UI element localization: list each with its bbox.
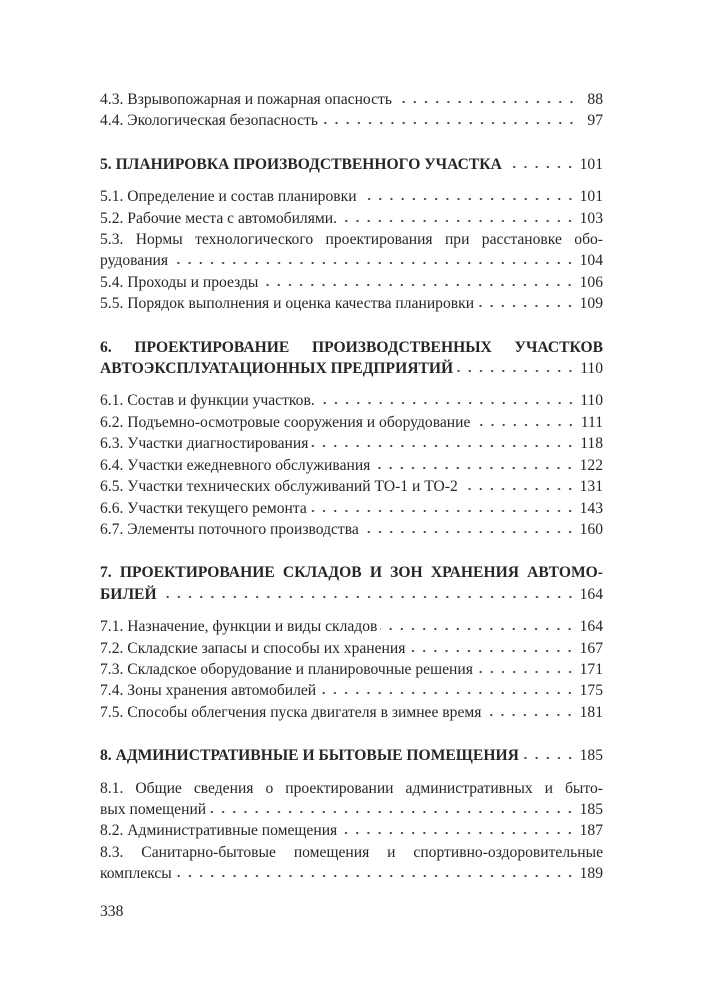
dot-leader	[476, 664, 576, 674]
entry-title-line: 5.1. Определение и состав планировки	[100, 188, 357, 206]
entry-last-line	[100, 799, 603, 820]
entry-page-number: 122	[579, 456, 603, 474]
entry-title-line: 6.1. Состав и функции участков.	[100, 392, 315, 410]
entry-page-number: 164	[579, 585, 603, 603]
entry-page-number: 101	[579, 188, 603, 206]
page-number: 338	[100, 903, 124, 920]
entry-title-line: 7. ПРОЕКТИРОВАНИЕ СКЛАДОВ И ЗОН ХРАНЕНИЯ АВТОМО-	[100, 564, 603, 582]
entry-page-number: 104	[579, 252, 603, 270]
entry-title-line: 6.5. Участки технических обслуживаний ТО-1 и ТО-2	[100, 478, 458, 496]
entry-last-line	[100, 293, 603, 314]
dot-leader	[484, 707, 575, 717]
toc-entry[interactable]	[100, 476, 603, 497]
dot-leader	[360, 191, 576, 201]
entry-title-line: 8.2. Административные помещения	[100, 822, 338, 840]
dot-leader	[319, 685, 575, 695]
entry-page-number: 160	[579, 520, 603, 538]
dot-leader	[408, 643, 575, 653]
entry-title-line: комплексы	[100, 865, 172, 883]
entry-last-line	[100, 702, 603, 723]
entry-title-line: 8.1. Общие сведения о проектировании административных и быто-	[100, 779, 603, 797]
entry-page-number: 109	[579, 295, 603, 313]
entry-last-line	[100, 358, 603, 379]
entry-title-line: 6.7. Элементы поточного производства	[100, 520, 359, 538]
toc-entry[interactable]	[100, 229, 603, 272]
entry-title-line: 7.2. Складские запасы и способы их хранения	[100, 639, 406, 657]
entry-title-line: 4.3. Взрывопожарная и пожарная опасность	[100, 91, 392, 108]
entry-last-line	[100, 638, 603, 659]
toc-entry[interactable]	[100, 778, 603, 821]
chapter-entry[interactable]	[100, 337, 603, 380]
entry-title-line: АВТОЭКСПЛУАТАЦИОННЫХ ПРЕДПРИЯТИЙ	[100, 360, 454, 378]
entry-page-number: 111	[580, 413, 603, 431]
entry-title-line: 5.2. Рабочие места с автомобилями.	[100, 209, 337, 227]
entry-title-line: 6. ПРОЕКТИРОВАНИЕ ПРОИЗВОДСТВЕННЫХ УЧАСТКОВ	[100, 338, 603, 356]
toc-entry[interactable]	[100, 89, 603, 110]
entry-last-line	[100, 412, 603, 433]
entry-title-line: рудования	[100, 252, 169, 270]
entry-title-line: 5. ПЛАНИРОВКА ПРОИЗВОДСТВЕННОГО УЧАСТКА	[100, 155, 502, 173]
dot-leader	[380, 621, 575, 631]
entry-page-number: 185	[579, 800, 603, 818]
entry-page-number: 185	[579, 747, 603, 765]
entry-page-number: 189	[579, 865, 603, 883]
entry-page-number: 187	[579, 822, 603, 840]
toc-entry[interactable]	[100, 208, 603, 229]
dot-leader	[477, 298, 576, 308]
toc-entry[interactable]	[100, 659, 603, 680]
toc-entry[interactable]	[100, 390, 603, 411]
toc-entry[interactable]	[100, 110, 603, 131]
entry-title-line: 4.4. Экологическая безопасность	[100, 112, 318, 130]
entry-title-line: 5.3. Нормы технологического проектирования при расстановке обо-	[100, 231, 603, 249]
entry-last-line	[100, 616, 603, 637]
entry-title-line: 5.4. Проходы и проезды	[100, 273, 259, 291]
toc-entry[interactable]	[100, 820, 603, 841]
entry-title-line: БИЛЕЙ	[100, 585, 157, 603]
entry-page-number: 167	[579, 639, 603, 657]
entry-title-line: 7.4. Зоны хранения автомобилей	[100, 682, 317, 700]
dot-leader	[160, 589, 576, 599]
dot-leader	[473, 417, 576, 427]
entry-last-line	[100, 820, 603, 841]
toc-entry[interactable]	[100, 412, 603, 433]
dot-leader	[362, 524, 576, 534]
entry-page-number: 110	[580, 360, 603, 378]
chapter-entry[interactable]	[100, 562, 603, 605]
entry-page-number: 171	[579, 660, 603, 678]
entry-title-line: 6.3. Участки диагностирования	[100, 435, 309, 453]
chapter-entry[interactable]	[100, 745, 603, 766]
entry-last-line	[100, 519, 603, 540]
toc-entry[interactable]	[100, 519, 603, 540]
entry-page-number: 164	[579, 618, 603, 636]
dot-leader	[340, 213, 576, 223]
table-of-contents	[100, 89, 603, 885]
dot-leader	[461, 481, 576, 491]
entry-title-line: 6.6. Участки текущего ремонта	[100, 499, 307, 517]
entry-last-line	[100, 476, 603, 497]
entry-last-line	[100, 250, 603, 271]
entry-page-number: 97	[587, 112, 603, 130]
chapter-entry[interactable]	[100, 154, 603, 175]
entry-last-line	[100, 110, 603, 131]
dot-leader	[311, 438, 576, 448]
entry-page-number: 143	[579, 499, 603, 517]
entry-last-line	[100, 272, 603, 293]
entry-last-line	[100, 745, 603, 766]
entry-last-line	[100, 89, 603, 110]
entry-title-line: 8.3. Санитарно-бытовые помещения и спортивно-оздоровительные	[100, 843, 603, 861]
entry-title-line: 6.2. Подъемно-осмотровые сооружения и оборудование	[100, 413, 471, 431]
entry-page-number: 175	[579, 682, 603, 700]
dot-leader	[261, 277, 575, 287]
toc-entry[interactable]	[100, 455, 603, 476]
entry-page-number: 106	[579, 273, 603, 291]
toc-entry[interactable]	[100, 433, 603, 454]
entry-last-line	[100, 208, 603, 229]
entry-page-number: 118	[580, 435, 603, 453]
dot-leader	[373, 460, 575, 470]
entry-page-number: 110	[580, 392, 603, 410]
entry-page-number: 101	[579, 155, 603, 173]
dot-leader	[318, 395, 576, 405]
toc-entry[interactable]	[100, 680, 603, 701]
entry-title-line: 7.3. Складское оборудование и планировочные решения	[100, 660, 473, 678]
dot-leader	[522, 750, 576, 760]
entry-last-line	[100, 455, 603, 476]
toc-entry[interactable]	[100, 272, 603, 293]
entry-page-number: 131	[579, 478, 603, 496]
entry-title-line: 7.1. Назначение, функции и виды складов	[100, 618, 378, 636]
entry-title-line: 7.5. Способы облегчения пуска двигателя в зимнее время	[100, 703, 482, 721]
dot-leader	[209, 804, 575, 814]
entry-last-line	[100, 584, 603, 605]
dot-leader	[310, 503, 576, 513]
dot-leader	[321, 115, 577, 125]
dot-leader	[505, 159, 576, 169]
entry-last-line	[100, 154, 603, 175]
entry-last-line	[100, 863, 603, 884]
entry-page-number: 103	[579, 209, 603, 227]
toc-entry[interactable]	[100, 498, 603, 519]
entry-last-line	[100, 659, 603, 680]
toc-entry[interactable]	[100, 638, 603, 659]
dot-leader	[340, 825, 575, 835]
entry-page-number: 181	[579, 703, 603, 721]
toc-entry[interactable]	[100, 842, 603, 885]
toc-entry[interactable]	[100, 186, 603, 207]
entry-last-line	[100, 680, 603, 701]
entry-last-line	[100, 186, 603, 207]
toc-entry[interactable]	[100, 702, 603, 723]
toc-entry[interactable]	[100, 616, 603, 637]
entry-page-number: 88	[587, 91, 603, 108]
dot-leader	[171, 255, 576, 265]
entry-last-line	[100, 390, 603, 411]
entry-title-line: 8. АДМИНИСТРАТИВНЫЕ И БЫТОВЫЕ ПОМЕЩЕНИЯ	[100, 747, 519, 765]
entry-title-line: 5.5. Порядок выполнения и оценка качества планировки	[100, 295, 475, 313]
dot-leader	[175, 868, 576, 878]
entry-title-line: вых помещений	[100, 800, 207, 818]
entry-title-line: 6.4. Участки ежедневного обслуживания	[100, 456, 371, 474]
toc-entry[interactable]	[100, 293, 603, 314]
dot-leader	[395, 94, 577, 104]
entry-last-line	[100, 433, 603, 454]
dot-leader	[456, 363, 576, 373]
entry-last-line	[100, 498, 603, 519]
